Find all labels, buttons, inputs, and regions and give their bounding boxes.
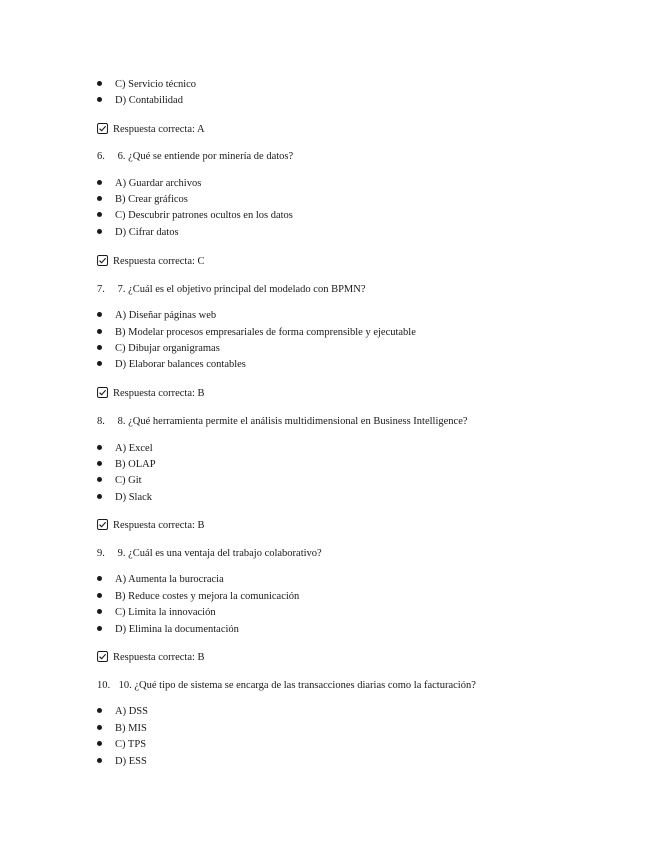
bullet-icon bbox=[97, 477, 102, 482]
bullet-icon bbox=[97, 593, 102, 598]
list-item: A) Guardar archivos bbox=[97, 176, 201, 192]
question-heading: 7. 7. ¿Cuál es el objetivo principal del modelado con BPMN? bbox=[97, 284, 366, 295]
bullet-icon bbox=[97, 758, 102, 763]
bullet-icon bbox=[97, 229, 102, 234]
list-item: B) Crear gráficos bbox=[97, 192, 188, 208]
checkbox-checked-icon bbox=[97, 255, 108, 266]
bullet-icon bbox=[97, 361, 102, 366]
correct-answer: Respuesta correcta: B bbox=[97, 517, 205, 535]
list-item: D) Contabilidad bbox=[97, 93, 183, 109]
bullet-icon bbox=[97, 345, 102, 350]
bullet-icon bbox=[97, 312, 102, 317]
bullet-icon bbox=[97, 196, 102, 201]
list-item: D) ESS bbox=[97, 754, 147, 770]
list-item: A) Excel bbox=[97, 441, 153, 457]
list-item: B) MIS bbox=[97, 721, 147, 737]
list-item: B) OLAP bbox=[97, 457, 156, 473]
list-item: C) Servicio técnico bbox=[97, 77, 196, 93]
bullet-icon bbox=[97, 741, 102, 746]
list-item: A) Diseñar páginas web bbox=[97, 308, 216, 324]
list-item: B) Reduce costes y mejora la comunicación bbox=[97, 589, 299, 605]
checkbox-checked-icon bbox=[97, 651, 108, 662]
correct-answer: Respuesta correcta: B bbox=[97, 385, 205, 403]
list-item: D) Elimina la documentación bbox=[97, 622, 239, 638]
bullet-icon bbox=[97, 609, 102, 614]
list-item: C) Git bbox=[97, 473, 142, 489]
list-item: C) TPS bbox=[97, 737, 146, 753]
list-item: C) Limita la innovación bbox=[97, 605, 216, 621]
list-item: C) Dibujar organigramas bbox=[97, 341, 220, 357]
checkbox-checked-icon bbox=[97, 123, 108, 134]
list-item: B) Modelar procesos empresariales de forma comprensible y ejecutable bbox=[97, 325, 416, 341]
bullet-icon bbox=[97, 626, 102, 631]
bullet-icon bbox=[97, 97, 102, 102]
checkbox-checked-icon bbox=[97, 519, 108, 530]
bullet-icon bbox=[97, 708, 102, 713]
list-item: A) Aumenta la burocracia bbox=[97, 572, 224, 588]
bullet-icon bbox=[97, 576, 102, 581]
question-heading: 8. 8. ¿Qué herramienta permite el análisis multidimensional en Business Intelligence? bbox=[97, 416, 468, 427]
bullet-icon bbox=[97, 329, 102, 334]
bullet-icon bbox=[97, 725, 102, 730]
bullet-icon bbox=[97, 212, 102, 217]
checkbox-checked-icon bbox=[97, 387, 108, 398]
correct-answer: Respuesta correcta: B bbox=[97, 649, 205, 667]
bullet-icon bbox=[97, 180, 102, 185]
question-heading: 10. 10. ¿Qué tipo de sistema se encarga de las transacciones diarias como la facturación? bbox=[97, 680, 476, 691]
list-item: D) Cifrar datos bbox=[97, 225, 179, 241]
correct-answer: Respuesta correcta: C bbox=[97, 253, 205, 271]
list-item: A) DSS bbox=[97, 704, 148, 720]
bullet-icon bbox=[97, 494, 102, 499]
list-item: D) Elaborar balances contables bbox=[97, 357, 246, 373]
question-heading: 9. 9. ¿Cuál es una ventaja del trabajo colaborativo? bbox=[97, 548, 322, 559]
list-item: C) Descubrir patrones ocultos en los datos bbox=[97, 208, 293, 224]
bullet-icon bbox=[97, 461, 102, 466]
bullet-icon bbox=[97, 445, 102, 450]
correct-answer: Respuesta correcta: A bbox=[97, 121, 205, 139]
list-item: D) Slack bbox=[97, 490, 152, 506]
bullet-icon bbox=[97, 81, 102, 86]
question-heading: 6. 6. ¿Qué se entiende por minería de datos? bbox=[97, 151, 294, 162]
